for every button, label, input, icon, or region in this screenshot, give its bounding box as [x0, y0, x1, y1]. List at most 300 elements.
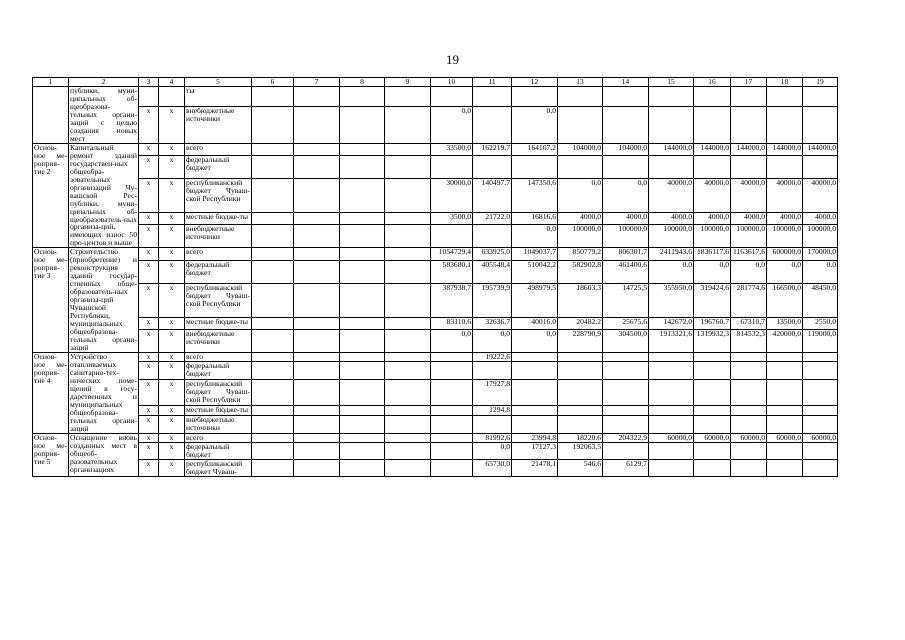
amount-cell: 104000,0 — [558, 143, 603, 155]
empty-cell — [385, 329, 431, 352]
empty-cell — [340, 329, 385, 352]
amount-cell — [649, 106, 694, 143]
amount-cell — [694, 442, 731, 459]
amount-cell — [431, 415, 473, 433]
amount-cell — [473, 415, 512, 433]
amount-cell: 67310,7 — [731, 317, 767, 329]
empty-cell — [340, 442, 385, 459]
table-row — [33, 380, 838, 406]
amount-cell — [558, 87, 603, 107]
amount-cell: 420000,0 — [767, 329, 803, 352]
funding-source: республиканский бюджет Чуваш- — [185, 459, 252, 476]
column-header: 18 — [767, 78, 803, 87]
amount-cell — [767, 406, 803, 415]
amount-cell: 814532,3 — [731, 329, 767, 352]
amount-cell — [731, 406, 767, 415]
amount-cell: 83110,6 — [431, 317, 473, 329]
amount-cell: 0,0 — [512, 106, 558, 143]
amount-cell: 1319932,3 — [694, 329, 731, 352]
column-header: 6 — [252, 78, 294, 87]
column-header: 8 — [340, 78, 385, 87]
empty-cell — [340, 179, 385, 213]
amount-cell — [694, 459, 731, 476]
amount-cell — [649, 459, 694, 476]
empty-cell — [252, 406, 294, 415]
amount-cell — [767, 352, 803, 361]
empty-cell — [294, 248, 340, 260]
amount-cell: 4000,0 — [694, 213, 731, 225]
amount-cell: 60000,0 — [731, 433, 767, 442]
amount-cell: 144000,0 — [731, 143, 767, 155]
amount-cell: 0,0 — [558, 179, 603, 213]
amount-cell: 6129,7 — [603, 459, 649, 476]
empty-cell — [340, 415, 385, 433]
column-header: 4 — [159, 78, 185, 87]
empty-cell — [294, 380, 340, 406]
table-row — [33, 362, 838, 380]
amount-cell — [649, 380, 694, 406]
code-cell: x — [139, 143, 159, 155]
amount-cell: 48450,0 — [803, 283, 838, 317]
funding-source: федеральный бюджет — [185, 442, 252, 459]
code-cell: x — [159, 283, 185, 317]
amount-cell: 583680,1 — [431, 260, 473, 283]
amount-cell: 18220,6 — [558, 433, 603, 442]
amount-cell: 100000,0 — [603, 225, 649, 248]
empty-cell — [252, 143, 294, 155]
amount-cell — [649, 352, 694, 361]
amount-cell: 304500,0 — [603, 329, 649, 352]
amount-cell: 32636,7 — [473, 317, 512, 329]
event-label: Основ-ное ме-роприя-тие 2 — [33, 143, 69, 248]
amount-cell: 20482,2 — [558, 317, 603, 329]
amount-cell: 633925,0 — [473, 248, 512, 260]
amount-cell — [512, 156, 558, 179]
table-row — [33, 260, 838, 283]
empty-cell — [252, 156, 294, 179]
empty-cell — [294, 87, 340, 107]
empty-cell — [385, 317, 431, 329]
page-number: 19 — [446, 52, 459, 67]
empty-cell — [340, 156, 385, 179]
event-description: Строительство (приобретение) и реконструкция зданий государ-ственных обще-образователь-ных организа-ций Чувашской Республики, муниципальных общеобразова-тельных органи-заций — [70, 247, 137, 352]
column-header: 11 — [473, 78, 512, 87]
amount-cell: 21478,1 — [512, 459, 558, 476]
funding-source: местные бюдже-ты — [185, 213, 252, 225]
code-cell: x — [139, 442, 159, 459]
empty-cell — [340, 225, 385, 248]
empty-cell — [294, 433, 340, 442]
amount-cell: 355950,0 — [649, 283, 694, 317]
empty-cell — [385, 433, 431, 442]
code-cell: x — [159, 442, 185, 459]
amount-cell: 4000,0 — [649, 213, 694, 225]
empty-cell — [340, 459, 385, 476]
empty-cell — [340, 260, 385, 283]
column-header: 9 — [385, 78, 431, 87]
amount-cell — [803, 442, 838, 459]
empty-cell — [340, 352, 385, 361]
amount-cell: 25675,6 — [603, 317, 649, 329]
amount-cell — [512, 406, 558, 415]
amount-cell: 195739,9 — [473, 283, 512, 317]
amount-cell: 40000,0 — [731, 179, 767, 213]
code-cell: x — [139, 329, 159, 352]
amount-cell: 60000,0 — [694, 433, 731, 442]
amount-cell — [803, 380, 838, 406]
amount-cell — [767, 459, 803, 476]
table-row — [33, 143, 838, 155]
amount-cell — [694, 156, 731, 179]
empty-cell — [252, 329, 294, 352]
empty-cell — [385, 380, 431, 406]
table-row — [33, 415, 838, 433]
amount-cell: 1913321,6 — [649, 329, 694, 352]
code-cell: x — [159, 179, 185, 213]
empty-cell — [385, 352, 431, 361]
empty-cell — [385, 156, 431, 179]
code-cell: x — [159, 213, 185, 225]
amount-cell: 582902,8 — [558, 260, 603, 283]
amount-cell — [431, 225, 473, 248]
empty-cell — [252, 87, 294, 107]
event-description: Устройство отапливаемых санитарно-тех-нических поме-щений в госу-дарственных и муниципальных общеобразова-тельных органи-заций — [70, 352, 137, 433]
amount-cell — [603, 156, 649, 179]
code-cell: x — [139, 380, 159, 406]
empty-cell — [252, 225, 294, 248]
funding-source: внебюджетные источники — [185, 225, 252, 248]
amount-cell — [558, 415, 603, 433]
amount-cell: 0,0 — [694, 260, 731, 283]
empty-cell — [294, 283, 340, 317]
code-cell: x — [139, 283, 159, 317]
table-row — [33, 329, 838, 352]
amount-cell: 498979,5 — [512, 283, 558, 317]
amount-cell: 196760,7 — [694, 317, 731, 329]
amount-cell: 40000,0 — [694, 179, 731, 213]
empty-cell — [340, 380, 385, 406]
code-cell: x — [139, 213, 159, 225]
table-row — [33, 352, 838, 361]
code-cell: x — [159, 433, 185, 442]
amount-cell: 4000,0 — [767, 213, 803, 225]
empty-cell — [252, 179, 294, 213]
funding-source: всего — [185, 248, 252, 260]
empty-cell — [385, 415, 431, 433]
amount-cell: 60000,0 — [649, 433, 694, 442]
empty-cell — [340, 362, 385, 380]
funding-source: всего — [185, 352, 252, 361]
amount-cell: 142672,0 — [649, 317, 694, 329]
amount-cell — [558, 156, 603, 179]
code-cell: x — [159, 362, 185, 380]
funding-source: местные бюдже-ты — [185, 406, 252, 415]
amount-cell: 21722,0 — [473, 213, 512, 225]
header-row — [33, 78, 838, 87]
code-cell: x — [159, 156, 185, 179]
empty-cell — [294, 213, 340, 225]
amount-cell — [731, 415, 767, 433]
empty-cell — [294, 442, 340, 459]
empty-cell — [340, 248, 385, 260]
empty-cell — [252, 106, 294, 143]
amount-cell — [731, 87, 767, 107]
empty-cell — [252, 415, 294, 433]
empty-cell — [294, 156, 340, 179]
code-cell: x — [139, 406, 159, 415]
amount-cell: 3500,0 — [431, 213, 473, 225]
table-row — [33, 406, 838, 415]
code-cell: x — [139, 459, 159, 476]
table-row — [33, 283, 838, 317]
amount-cell — [767, 380, 803, 406]
funding-source: всего — [185, 143, 252, 155]
amount-cell — [767, 106, 803, 143]
code-cell: x — [159, 317, 185, 329]
event-description: публики, муни-ципальных об-щеобразова-тельных органи-заций с целью создания новых мест — [70, 86, 137, 143]
amount-cell — [603, 106, 649, 143]
amount-cell — [431, 442, 473, 459]
empty-cell — [340, 213, 385, 225]
funding-source: республиканский бюджет Чуваш-ской Республики — [185, 283, 252, 317]
empty-cell — [294, 459, 340, 476]
amount-cell: 14725,5 — [603, 283, 649, 317]
column-header: 2 — [69, 78, 139, 87]
amount-cell — [603, 362, 649, 380]
column-header: 3 — [139, 78, 159, 87]
amount-cell: 100000,0 — [558, 225, 603, 248]
table-row — [33, 225, 838, 248]
table-row — [33, 317, 838, 329]
table-row — [33, 213, 838, 225]
amount-cell: 40016,0 — [512, 317, 558, 329]
empty-cell — [340, 406, 385, 415]
empty-cell — [385, 179, 431, 213]
amount-cell: 40000,0 — [767, 179, 803, 213]
funding-source: внебюджетные источники — [185, 106, 252, 143]
funding-source: республиканский бюджет Чуваш-ской Республики — [185, 179, 252, 213]
amount-cell — [731, 362, 767, 380]
empty-cell — [385, 143, 431, 155]
amount-cell: 4000,0 — [558, 213, 603, 225]
empty-cell — [252, 248, 294, 260]
amount-cell — [603, 380, 649, 406]
code-cell: x — [159, 248, 185, 260]
column-header: 5 — [185, 78, 252, 87]
code-cell: x — [159, 143, 185, 155]
column-header: 1 — [33, 78, 69, 87]
code-cell: x — [139, 415, 159, 433]
amount-cell: 461400,6 — [603, 260, 649, 283]
amount-cell: 192063,5 — [558, 442, 603, 459]
event-label — [33, 87, 69, 144]
amount-cell — [649, 87, 694, 107]
code-cell: x — [159, 225, 185, 248]
amount-cell — [431, 362, 473, 380]
event-label: Основ-ное ме-роприя-тие 3 — [33, 248, 69, 353]
code-cell: x — [139, 156, 159, 179]
empty-cell — [385, 442, 431, 459]
column-header: 13 — [558, 78, 603, 87]
amount-cell: 119000,0 — [803, 329, 838, 352]
amount-cell: 0,0 — [473, 329, 512, 352]
amount-cell — [767, 442, 803, 459]
amount-cell: 40000,0 — [803, 179, 838, 213]
empty-cell — [385, 106, 431, 143]
code-cell: x — [139, 179, 159, 213]
amount-cell: 17927,8 — [473, 380, 512, 406]
amount-cell — [431, 156, 473, 179]
amount-cell: 0,0 — [473, 442, 512, 459]
amount-cell: 144000,0 — [803, 143, 838, 155]
amount-cell: 850779,2 — [558, 248, 603, 260]
funding-source: внебюджетные источники — [185, 415, 252, 433]
amount-cell: 100000,0 — [649, 225, 694, 248]
amount-cell — [803, 415, 838, 433]
code-cell: x — [139, 248, 159, 260]
amount-cell: 0,0 — [431, 329, 473, 352]
empty-cell — [252, 317, 294, 329]
empty-cell — [294, 317, 340, 329]
amount-cell: 510042,2 — [512, 260, 558, 283]
empty-cell — [294, 225, 340, 248]
empty-cell — [252, 442, 294, 459]
amount-cell — [803, 459, 838, 476]
amount-cell: 0,0 — [603, 179, 649, 213]
amount-cell — [603, 406, 649, 415]
amount-cell: 60000,0 — [803, 433, 838, 442]
empty-cell — [385, 248, 431, 260]
code-cell: x — [159, 415, 185, 433]
empty-cell — [294, 106, 340, 143]
amount-cell: 144000,0 — [694, 143, 731, 155]
empty-cell — [385, 459, 431, 476]
amount-cell — [803, 352, 838, 361]
amount-cell — [512, 415, 558, 433]
amount-cell: 600000,0 — [767, 248, 803, 260]
amount-cell: 60000,0 — [767, 433, 803, 442]
code-cell: x — [159, 459, 185, 476]
amount-cell — [767, 362, 803, 380]
amount-cell: 13500,0 — [767, 317, 803, 329]
empty-cell — [294, 406, 340, 415]
code-cell: x — [139, 106, 159, 143]
event-description: Оснащение вновь созданных мест в общеоб-разовательных организациях — [69, 433, 139, 476]
empty-cell — [252, 260, 294, 283]
code-cell: x — [139, 433, 159, 442]
column-header: 16 — [694, 78, 731, 87]
table-row — [33, 156, 838, 179]
amount-cell — [694, 415, 731, 433]
amount-cell: 147350,6 — [512, 179, 558, 213]
amount-cell: 164167,2 — [512, 143, 558, 155]
empty-cell — [252, 362, 294, 380]
amount-cell — [512, 362, 558, 380]
event-description: Капитальный ремонт зданий государствен-ных общеобра-зовательных организаций Чу-вашской Рес-публики, муни-ципальных об-щеобразователь-ных организа-ций, имеющих износ 50 про-центов и выше — [70, 143, 137, 248]
amount-cell — [767, 156, 803, 179]
amount-cell: 0,0 — [649, 260, 694, 283]
empty-cell — [385, 225, 431, 248]
amount-cell: 30000,0 — [431, 179, 473, 213]
amount-cell: 144000,0 — [649, 143, 694, 155]
column-header: 10 — [431, 78, 473, 87]
amount-cell: 40000,0 — [649, 179, 694, 213]
funding-source: местные бюдже-ты — [185, 317, 252, 329]
amount-cell: 100000,0 — [803, 225, 838, 248]
amount-cell — [473, 362, 512, 380]
amount-cell: 1294,8 — [473, 406, 512, 415]
amount-cell — [803, 87, 838, 107]
amount-cell — [558, 362, 603, 380]
amount-cell: 4000,0 — [603, 213, 649, 225]
amount-cell — [731, 352, 767, 361]
amount-cell: 1054729,4 — [431, 248, 473, 260]
amount-cell: 1836117,6 — [694, 248, 731, 260]
amount-cell: 104000,0 — [603, 143, 649, 155]
amount-cell — [649, 362, 694, 380]
empty-cell — [340, 106, 385, 143]
amount-cell: 319424,6 — [694, 283, 731, 317]
amount-cell: 2411943,6 — [649, 248, 694, 260]
amount-cell — [558, 380, 603, 406]
amount-cell — [512, 352, 558, 361]
empty-cell — [252, 352, 294, 361]
table-row — [33, 459, 838, 476]
amount-cell — [558, 106, 603, 143]
column-header: 12 — [512, 78, 558, 87]
amount-cell: 0,0 — [512, 329, 558, 352]
table-row — [33, 442, 838, 459]
empty-cell — [340, 433, 385, 442]
amount-cell: 204322,9 — [603, 433, 649, 442]
amount-cell — [649, 415, 694, 433]
amount-cell — [603, 415, 649, 433]
amount-cell: 144000,0 — [767, 143, 803, 155]
empty-cell — [340, 317, 385, 329]
table-row — [33, 433, 838, 442]
empty-cell — [252, 213, 294, 225]
code-cell: x — [159, 406, 185, 415]
code-cell: x — [159, 352, 185, 361]
amount-cell: 0,0 — [803, 260, 838, 283]
column-header: 7 — [294, 78, 340, 87]
funding-source: федеральный бюджет — [185, 260, 252, 283]
code-cell — [159, 87, 185, 107]
empty-cell — [385, 406, 431, 415]
empty-cell — [294, 352, 340, 361]
empty-cell — [252, 459, 294, 476]
amount-cell: 140497,7 — [473, 179, 512, 213]
empty-cell — [385, 213, 431, 225]
empty-cell — [294, 143, 340, 155]
amount-cell — [694, 352, 731, 361]
code-cell: x — [159, 106, 185, 143]
amount-cell — [512, 87, 558, 107]
amount-cell — [431, 380, 473, 406]
table-row — [33, 87, 838, 107]
amount-cell — [694, 380, 731, 406]
amount-cell — [603, 87, 649, 107]
empty-cell — [340, 143, 385, 155]
amount-cell — [473, 225, 512, 248]
amount-cell: 0,0 — [767, 260, 803, 283]
funding-source: федеральный бюджет — [185, 362, 252, 380]
code-cell: x — [139, 225, 159, 248]
amount-cell: 166500,0 — [767, 283, 803, 317]
amount-cell — [731, 442, 767, 459]
empty-cell — [294, 415, 340, 433]
empty-cell — [252, 433, 294, 442]
